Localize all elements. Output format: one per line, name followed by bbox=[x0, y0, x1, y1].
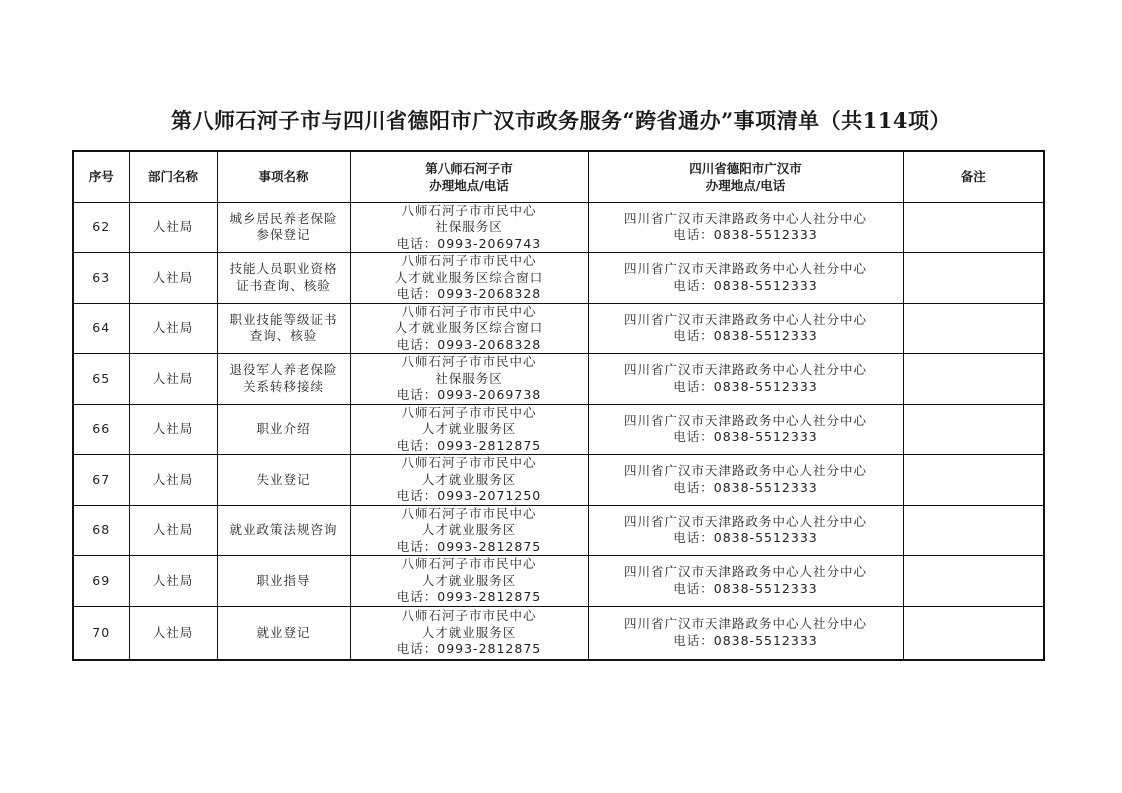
gh-location-cell bbox=[588, 202, 903, 253]
header-shz-location bbox=[350, 151, 588, 202]
table-body bbox=[73, 202, 1044, 660]
gh-location-line: 电话：0838-5512333 bbox=[673, 277, 818, 293]
row-number-cell: 64 bbox=[73, 303, 129, 354]
header-gh-line: 四川省德阳市广汉市 bbox=[689, 160, 802, 176]
gh-location-cell bbox=[588, 556, 903, 607]
note-cell bbox=[903, 202, 1044, 253]
header-shz-line: 第八师石河子市 bbox=[425, 160, 513, 176]
shz-location-line: 电话：0993-2071250 bbox=[396, 488, 542, 503]
header-no: 序号 bbox=[73, 151, 129, 202]
shz-location-line: 人才就业服务区 bbox=[421, 471, 517, 487]
shz-location-line: 八师石河子市市民中心 bbox=[401, 608, 537, 623]
note-cell bbox=[903, 606, 1044, 660]
item-name-cell bbox=[217, 202, 350, 253]
shz-location-cell bbox=[350, 556, 588, 607]
gh-location-line: 电话：0838-5512333 bbox=[673, 429, 818, 445]
department-cell: 人社局 bbox=[129, 253, 217, 304]
shz-location-line: 电话：0993-2812875 bbox=[396, 589, 542, 604]
note-cell bbox=[903, 556, 1044, 607]
item-name-cell bbox=[217, 455, 350, 506]
gh-location-line: 电话：0838-5512333 bbox=[673, 378, 818, 394]
gh-location-cell bbox=[588, 404, 903, 455]
shz-location-cell bbox=[350, 404, 588, 455]
gh-location-line: 四川省广汉市天津路政务中心人社分中心 bbox=[623, 564, 867, 580]
gh-location-line: 电话：0838-5512333 bbox=[673, 580, 818, 596]
row-number-cell: 67 bbox=[73, 455, 129, 506]
note-cell bbox=[903, 354, 1044, 405]
gh-location-cell bbox=[588, 505, 903, 556]
department-cell: 人社局 bbox=[129, 505, 217, 556]
item-name-line: 职业介绍 bbox=[256, 421, 311, 436]
row-number-cell: 66 bbox=[73, 404, 129, 455]
item-name-line: 退役军人养老保险 bbox=[229, 362, 338, 378]
note-cell bbox=[903, 253, 1044, 304]
gh-location-line: 四川省广汉市天津路政务中心人社分中心 bbox=[623, 463, 867, 479]
gh-location-line: 电话：0838-5512333 bbox=[673, 632, 818, 648]
item-name-line: 证书查询、核验 bbox=[236, 277, 331, 293]
shz-location-line: 人才就业服务区 bbox=[421, 624, 517, 640]
table-row bbox=[73, 606, 1044, 660]
header-note: 备注 bbox=[903, 151, 1044, 202]
shz-location-line: 社保服务区 bbox=[435, 370, 503, 386]
shz-location-line: 电话：0993-2069738 bbox=[396, 387, 542, 402]
table-row bbox=[73, 505, 1044, 556]
table-header-row bbox=[73, 151, 1044, 202]
table-row bbox=[73, 556, 1044, 607]
shz-location-line: 人才就业服务区 bbox=[421, 421, 517, 436]
shz-location-line: 电话：0993-2812875 bbox=[396, 641, 542, 656]
shz-location-line: 电话：0993-2812875 bbox=[396, 437, 542, 453]
table-row bbox=[73, 202, 1044, 253]
gh-location-cell bbox=[588, 606, 903, 660]
item-name-line: 参保登记 bbox=[256, 227, 311, 243]
shz-location-line: 八师石河子市市民中心 bbox=[401, 202, 537, 218]
gh-location-line: 四川省广汉市天津路政务中心人社分中心 bbox=[623, 311, 867, 327]
gh-location-cell bbox=[588, 354, 903, 405]
row-number-cell: 68 bbox=[73, 505, 129, 556]
note-cell bbox=[903, 505, 1044, 556]
item-name-cell bbox=[217, 354, 350, 405]
shz-location-cell bbox=[350, 202, 588, 253]
table-row bbox=[73, 303, 1044, 354]
shz-location-line: 电话：0993-2812875 bbox=[396, 538, 542, 554]
item-name-line: 技能人员职业资格 bbox=[229, 261, 338, 277]
department-cell: 人社局 bbox=[129, 404, 217, 455]
gh-location-line: 四川省广汉市天津路政务中心人社分中心 bbox=[623, 210, 867, 226]
item-name-line: 就业登记 bbox=[256, 624, 311, 640]
gh-location-line: 电话：0838-5512333 bbox=[673, 227, 818, 243]
item-name-line: 失业登记 bbox=[256, 471, 311, 487]
gh-location-cell bbox=[588, 303, 903, 354]
gh-location-line: 四川省广汉市天津路政务中心人社分中心 bbox=[623, 362, 867, 378]
shz-location-line: 八师石河子市市民中心 bbox=[401, 303, 537, 319]
note-cell bbox=[903, 404, 1044, 455]
table-row bbox=[73, 354, 1044, 405]
shz-location-line: 八师石河子市市民中心 bbox=[401, 404, 537, 420]
department-cell: 人社局 bbox=[129, 455, 217, 506]
shz-location-line: 电话：0993-2069743 bbox=[396, 235, 542, 251]
row-number-cell: 62 bbox=[73, 202, 129, 253]
header-gh-location bbox=[588, 151, 903, 202]
shz-location-cell bbox=[350, 455, 588, 506]
table-row bbox=[73, 455, 1044, 506]
gh-location-line: 四川省广汉市天津路政务中心人社分中心 bbox=[623, 616, 867, 632]
item-name-cell bbox=[217, 253, 350, 304]
shz-location-line: 人才就业服务区 bbox=[421, 572, 517, 588]
shz-location-line: 人才就业服务区综合窗口 bbox=[394, 320, 544, 335]
header-dept: 部门名称 bbox=[129, 151, 217, 202]
gh-location-cell bbox=[588, 253, 903, 304]
note-cell bbox=[903, 455, 1044, 506]
gh-location-line: 电话：0838-5512333 bbox=[673, 530, 818, 546]
gh-location-line: 电话：0838-5512333 bbox=[673, 479, 818, 495]
header-shz-line: 办理地点/电话 bbox=[429, 177, 509, 193]
shz-location-line: 电话：0993-2068328 bbox=[396, 336, 542, 352]
item-name-line: 城乡居民养老保险 bbox=[229, 210, 338, 226]
shz-location-line: 人才就业服务区 bbox=[421, 522, 517, 537]
item-name-line: 就业政策法规咨询 bbox=[229, 522, 338, 537]
department-cell: 人社局 bbox=[129, 556, 217, 607]
note-cell bbox=[903, 303, 1044, 354]
department-cell: 人社局 bbox=[129, 303, 217, 354]
table-row bbox=[73, 404, 1044, 455]
row-number-cell: 65 bbox=[73, 354, 129, 405]
item-name-cell bbox=[217, 404, 350, 455]
row-number-cell: 69 bbox=[73, 556, 129, 607]
shz-location-cell bbox=[350, 354, 588, 405]
gh-location-line: 四川省广汉市天津路政务中心人社分中心 bbox=[623, 412, 867, 428]
department-cell: 人社局 bbox=[129, 606, 217, 660]
item-name-cell bbox=[217, 303, 350, 354]
shz-location-line: 人才就业服务区综合窗口 bbox=[394, 269, 544, 285]
shz-location-line: 八师石河子市市民中心 bbox=[401, 556, 537, 571]
shz-location-line: 八师石河子市市民中心 bbox=[401, 354, 537, 369]
item-name-line: 职业技能等级证书 bbox=[229, 311, 338, 327]
item-name-cell bbox=[217, 505, 350, 556]
shz-location-cell bbox=[350, 606, 588, 660]
item-name-line: 关系转移接续 bbox=[242, 378, 324, 394]
shz-location-line: 八师石河子市市民中心 bbox=[401, 505, 537, 521]
shz-location-line: 八师石河子市市民中心 bbox=[401, 455, 537, 470]
shz-location-line: 八师石河子市市民中心 bbox=[401, 253, 537, 268]
row-number-cell: 63 bbox=[73, 253, 129, 304]
shz-location-line: 社保服务区 bbox=[435, 219, 503, 234]
department-cell: 人社局 bbox=[129, 202, 217, 253]
gh-location-line: 电话：0838-5512333 bbox=[673, 328, 818, 344]
gh-location-line: 四川省广汉市天津路政务中心人社分中心 bbox=[623, 261, 867, 277]
row-number-cell: 70 bbox=[73, 606, 129, 660]
item-name-cell bbox=[217, 556, 350, 607]
department-cell: 人社局 bbox=[129, 354, 217, 405]
shz-location-line: 电话：0993-2068328 bbox=[396, 286, 542, 301]
header-gh-line: 办理地点/电话 bbox=[705, 177, 786, 193]
item-name-line: 查询、核验 bbox=[249, 328, 318, 344]
shz-location-cell bbox=[350, 505, 588, 556]
service-items-table bbox=[72, 150, 1045, 661]
page-title: 第八师石河子市与四川省德阳市广汉市政务服务“跨省通办”事项清单（共114项） bbox=[171, 108, 951, 133]
gh-location-cell bbox=[588, 455, 903, 506]
table-row bbox=[73, 253, 1044, 304]
item-name-line: 职业指导 bbox=[256, 572, 311, 588]
shz-location-cell bbox=[350, 253, 588, 304]
item-name-cell bbox=[217, 606, 350, 660]
shz-location-cell bbox=[350, 303, 588, 354]
gh-location-line: 四川省广汉市天津路政务中心人社分中心 bbox=[623, 513, 867, 529]
header-item: 事项名称 bbox=[217, 151, 350, 202]
